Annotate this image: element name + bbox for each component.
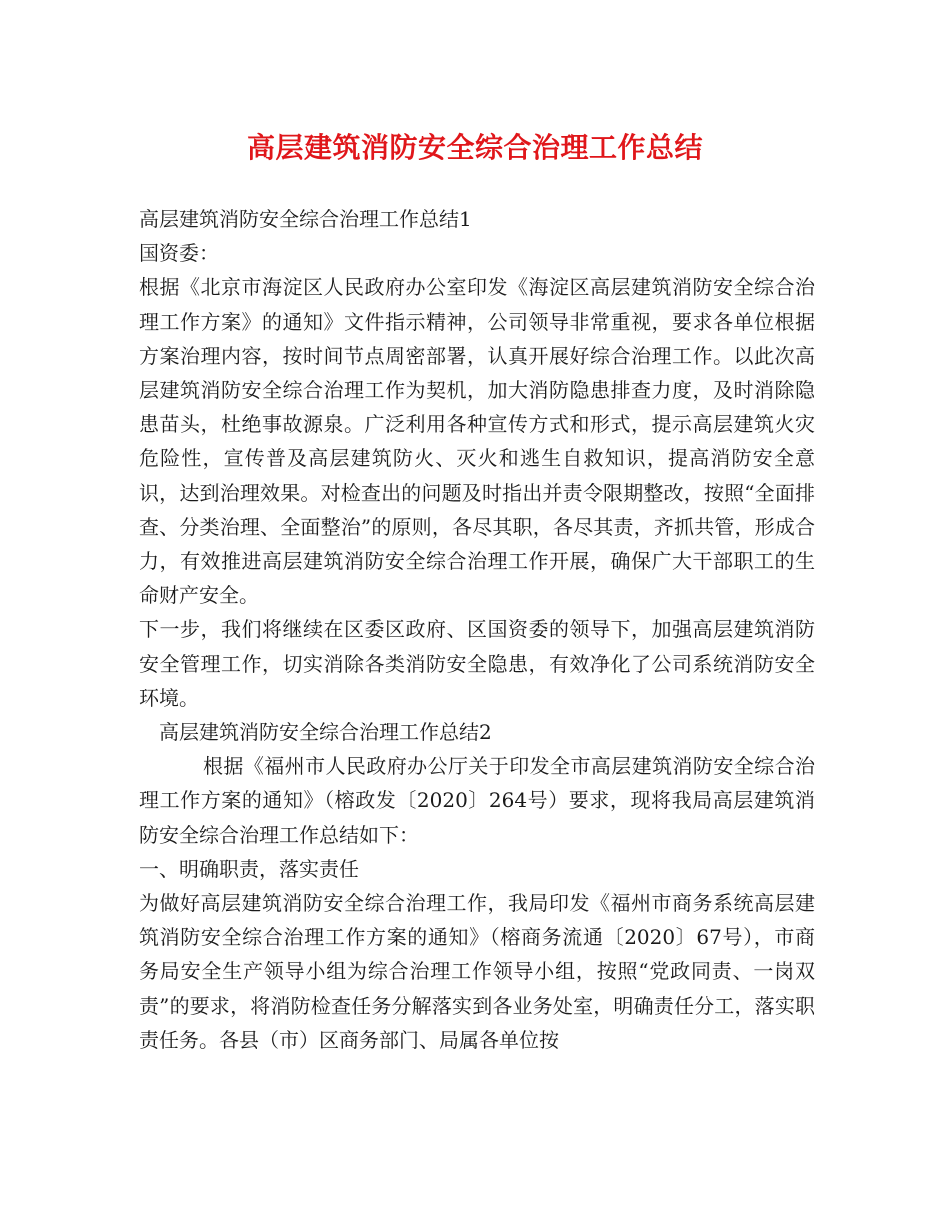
paragraph-2: 下一步，我们将继续在区委区政府、区国资委的领导下，加强高层建筑消防安全管理工作，切实消除各类消防安全隐患，有效净化了公司系统消防安全环境。 bbox=[139, 617, 815, 710]
subheading-1: 一、明确职责，落实责任 bbox=[139, 856, 359, 881]
paragraph-1: 根据《北京市海淀区人民政府办公室印发《海淀区高层建筑消防安全综合治理工作方案》的通知》文件指示精神，公司领导非常重视，要求各单位根据方案治理内容，按时间节点周密部署，认真开展好综合治理工作。以此次高层建筑消防安全综合治理工作为契机，加大消防隐患排查力度，及时消除隐患苗头，杜绝事故源泉。广泛利用各种宣传方式和形式，提示高层建筑火灾危险性，宣传普及高层建筑防火、灭火和逃生自救知识，提高消防安全意识，达到治理效果。对检查出的问题及时指出并责令限期整改，按照“全面排查、分类治理、全面整治”的原则，各尽其职，各尽其责，齐抓共管，形成合力，有效推进高层建筑消防安全综合治理工作开展，确保广大干部职工的生命财产安全。 bbox=[139, 275, 815, 608]
document-body bbox=[139, 202, 815, 1057]
section-heading-1: 高层建筑消防安全综合治理工作总结1 bbox=[139, 207, 472, 231]
paragraph-4: 为做好高层建筑消防安全综合治理工作，我局印发《福州市商务系统高层建筑消防安全综合治理工作方案的通知》（榕商务流通〔2020〕67号），市商务局安全生产领导小组为综合治理工作领导小组，按照“党政同责、一岗双责”的要求，将消防检查任务分解落实到各业务处室，明确责任分工，落实职责任务。各县（市）区商务部门、局属各单位按 bbox=[139, 891, 815, 1052]
paragraph-3: 根据《福州市人民政府办公厅关于印发全市高层建筑消防安全综合治理工作方案的通知》（榕政发〔2020〕264号）要求，现将我局高层建筑消防安全综合治理工作总结如下： bbox=[139, 754, 815, 847]
document-title: 高层建筑消防安全综合治理工作总结 bbox=[246, 131, 703, 164]
section-heading-2: 高层建筑消防安全综合治理工作总结2 bbox=[159, 720, 492, 745]
addressee: 国资委： bbox=[139, 241, 219, 266]
